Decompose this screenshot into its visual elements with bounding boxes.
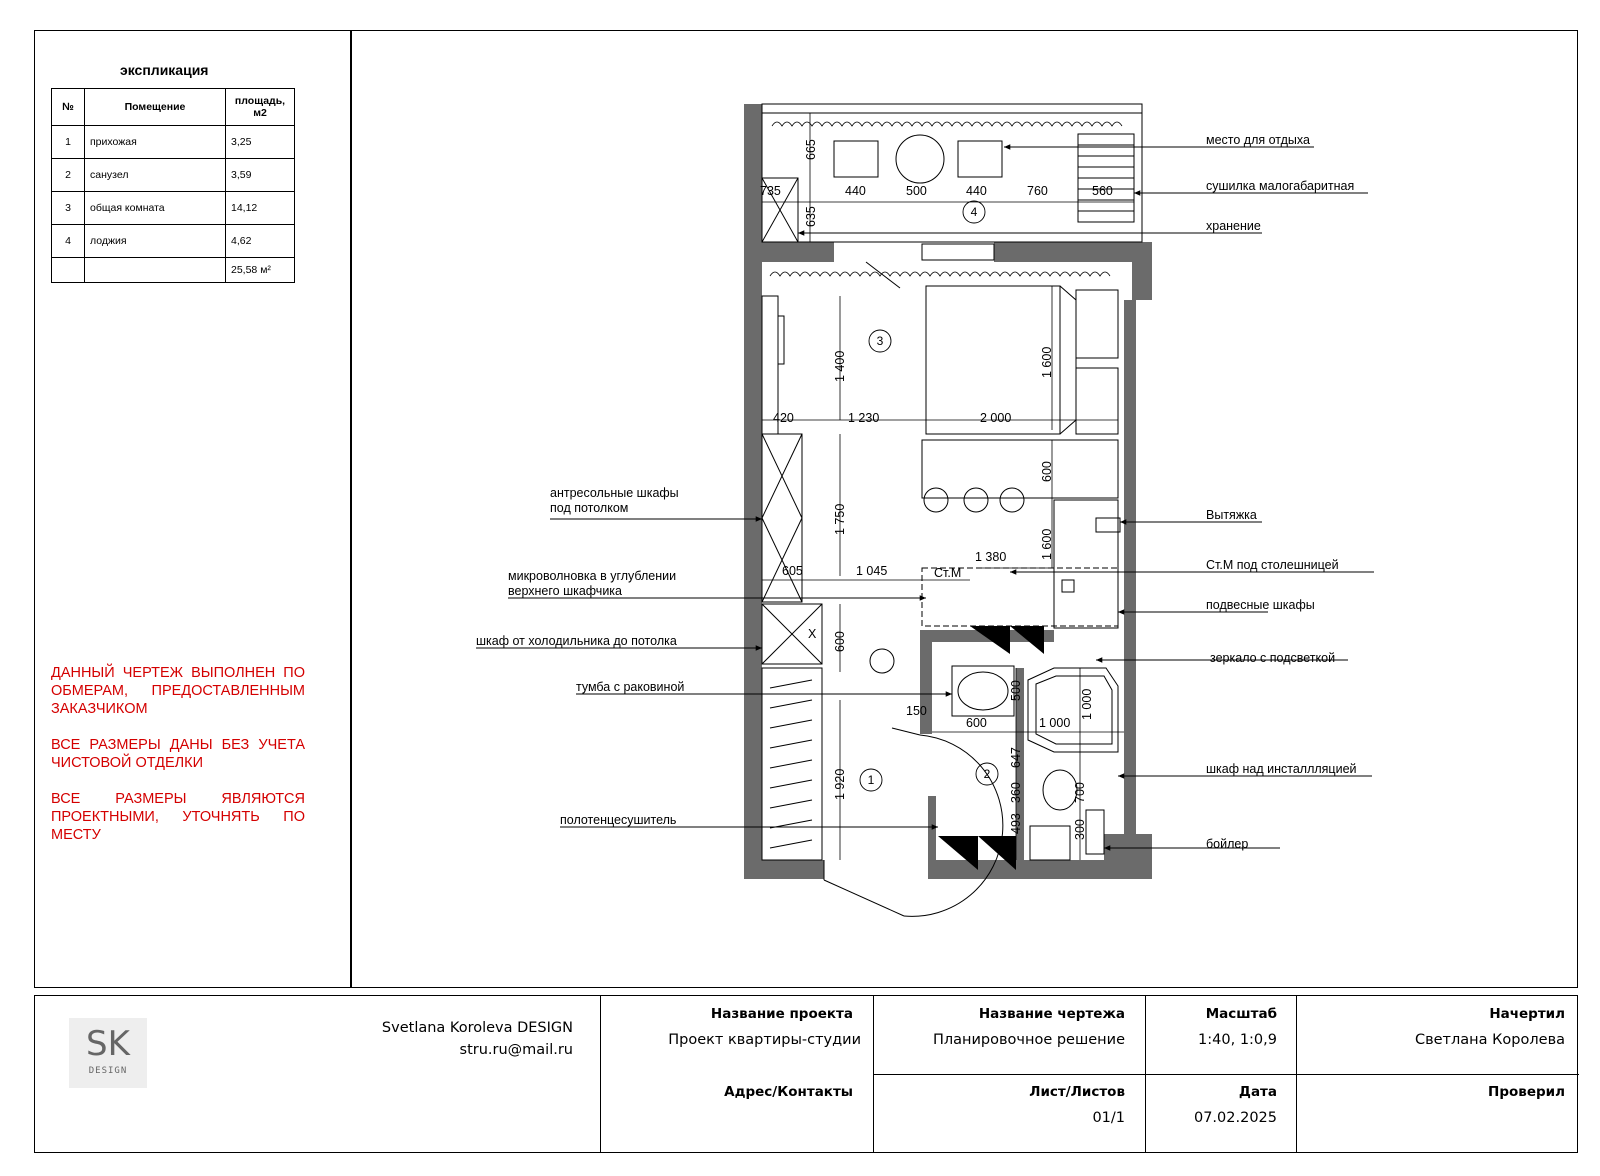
dimension-label: 500 [1009, 680, 1023, 701]
room-number: 2 [983, 767, 991, 781]
cabinet-blocks [938, 626, 1044, 870]
dimension-label: X [808, 627, 817, 641]
header-num: № [52, 89, 85, 126]
callout-label: полотенцесушитель [560, 813, 677, 827]
row-area: 4,62 [226, 225, 295, 258]
scale-label: Масштаб [1205, 1006, 1277, 1022]
dimension-label: 635 [804, 206, 818, 227]
project-value: Проект квартиры-студии [668, 1032, 861, 1048]
dimension-label: 600 [966, 716, 987, 730]
row-name: санузел [85, 159, 226, 192]
row-num: 2 [52, 159, 85, 192]
note: ВСЕ РАЗМЕРЫ ЯВЛЯЮТСЯ ПРОЕКТНЫМИ, УТОЧНЯТЬ ПО МЕСТУ [51, 791, 305, 843]
callout-label: зеркало с подсветкой [1210, 651, 1336, 665]
callout-label: под потолком [550, 501, 629, 515]
header-room: Помещение [85, 89, 226, 126]
dimension-label: Ст.М [934, 566, 962, 580]
address-label: Адрес/Контакты [724, 1084, 853, 1100]
explication-title: экспликация [120, 62, 209, 78]
dimension-label: 1 380 [975, 550, 1007, 564]
dimension-label: 1 600 [1040, 346, 1054, 378]
callout-label: Вытяжка [1206, 508, 1257, 522]
room-number: 4 [970, 205, 978, 219]
header-area: площадь, м2 [226, 89, 295, 126]
date-label: Дата [1238, 1084, 1277, 1100]
project-label: Название проекта [710, 1006, 853, 1022]
callout-label: шкаф от холодильника до потолка [476, 634, 677, 648]
room-number: 3 [876, 334, 884, 348]
date-value: 07.02.2025 [1193, 1110, 1277, 1126]
dimension-label: 560 [1092, 184, 1113, 198]
dimension-label: 420 [773, 411, 794, 425]
dimension-label: 647 [1009, 747, 1023, 768]
dimension-label: 493 [1009, 813, 1023, 834]
checked-by-label: Проверил [1488, 1084, 1565, 1100]
row-area: 14,12 [226, 192, 295, 225]
scale-value: 1:40, 1:0,9 [1198, 1032, 1277, 1048]
drawing-value: Планировочное решение [932, 1032, 1125, 1048]
company-name: Svetlana Koroleva DESIGN [381, 1020, 573, 1036]
dimension-label: 600 [833, 631, 847, 652]
title-block [34, 995, 1578, 1153]
dimension-label: 2 000 [980, 411, 1012, 425]
dimension-label: 1 000 [1039, 716, 1071, 730]
dimension-label: 600 [1040, 461, 1054, 482]
loggia-outline [762, 104, 1142, 260]
callout-label: шкаф над инсталлляцией [1206, 762, 1357, 776]
dimension-label: 1 600 [1040, 528, 1054, 560]
row-num: 4 [52, 225, 85, 258]
room-curtain [770, 272, 1110, 276]
row-name: прихожая [85, 126, 226, 159]
drawing-label: Название чертежа [978, 1006, 1125, 1022]
callout-label: хранение [1206, 219, 1261, 233]
sheet-value: 01/1 [1092, 1110, 1125, 1126]
dimension-label: 665 [804, 139, 818, 160]
dimension-label: 605 [782, 564, 803, 578]
callout-label: подвесные шкафы [1206, 598, 1315, 612]
loggia-curtain [772, 122, 1122, 126]
dimension-label: 1 045 [856, 564, 888, 578]
room-number: 1 [867, 773, 875, 787]
dimension-label: 360 [1009, 782, 1023, 803]
dimension-label: 1 000 [1080, 688, 1094, 720]
dimension-label: 500 [906, 184, 927, 198]
dimension-label: 760 [1027, 184, 1048, 198]
callout-label: микроволновка в углублении [508, 569, 677, 583]
room-furniture [762, 262, 1120, 916]
sheet-label: Лист/Листов [1029, 1084, 1125, 1100]
callout-label: верхнего шкафчика [508, 584, 623, 598]
dimension-label: 440 [966, 184, 987, 198]
row-num: 1 [52, 126, 85, 159]
drawn-by-label: Начертил [1489, 1006, 1565, 1022]
callout-label: сушилка малогабаритная [1206, 179, 1355, 193]
row-num: 3 [52, 192, 85, 225]
dimension-label: 150 [906, 704, 927, 718]
dimension-label: 300 [1073, 819, 1087, 840]
logo-subtitle: DESIGN [88, 1066, 128, 1076]
dimension-label: 440 [845, 184, 866, 198]
drawn-by-value: Светлана Королева [1414, 1032, 1565, 1048]
row-name: общая комната [85, 192, 226, 225]
callout-label: место для отдыха [1206, 133, 1310, 147]
dimension-label: 1 920 [833, 768, 847, 800]
row-area: 3,25 [226, 126, 295, 159]
dimension-label: 1 400 [833, 350, 847, 382]
logo-mark: SK [86, 1024, 130, 1064]
callout-label: антресольные шкафы [550, 486, 679, 500]
note: ВСЕ РАЗМЕРЫ ДАНЫ БЕЗ УЧЕТА ЧИСТОВОЙ ОТДЕЛКИ [51, 737, 305, 771]
dimension-label: 700 [1073, 782, 1087, 803]
total-area: 25,58 м² [226, 258, 295, 283]
note: ДАННЫЙ ЧЕРТЕЖ ВЫПОЛНЕН ПО ОБМЕРАМ, ПРЕДОСТАВЛЕННЫМ ЗАКАЗЧИКОМ [51, 665, 305, 717]
logo [69, 1018, 147, 1088]
dimension-label: 1 750 [833, 503, 847, 535]
company-email: stru.ru@mail.ru [459, 1042, 573, 1058]
row-name: лоджия [85, 225, 226, 258]
dimension-label: 735 [760, 184, 781, 198]
dimension-label: 1 230 [848, 411, 880, 425]
callout-label: тумба с раковиной [576, 680, 685, 694]
callout-label: бойлер [1206, 837, 1249, 851]
callout-label: Ст.М под столешницей [1206, 558, 1339, 572]
row-area: 3,59 [226, 159, 295, 192]
